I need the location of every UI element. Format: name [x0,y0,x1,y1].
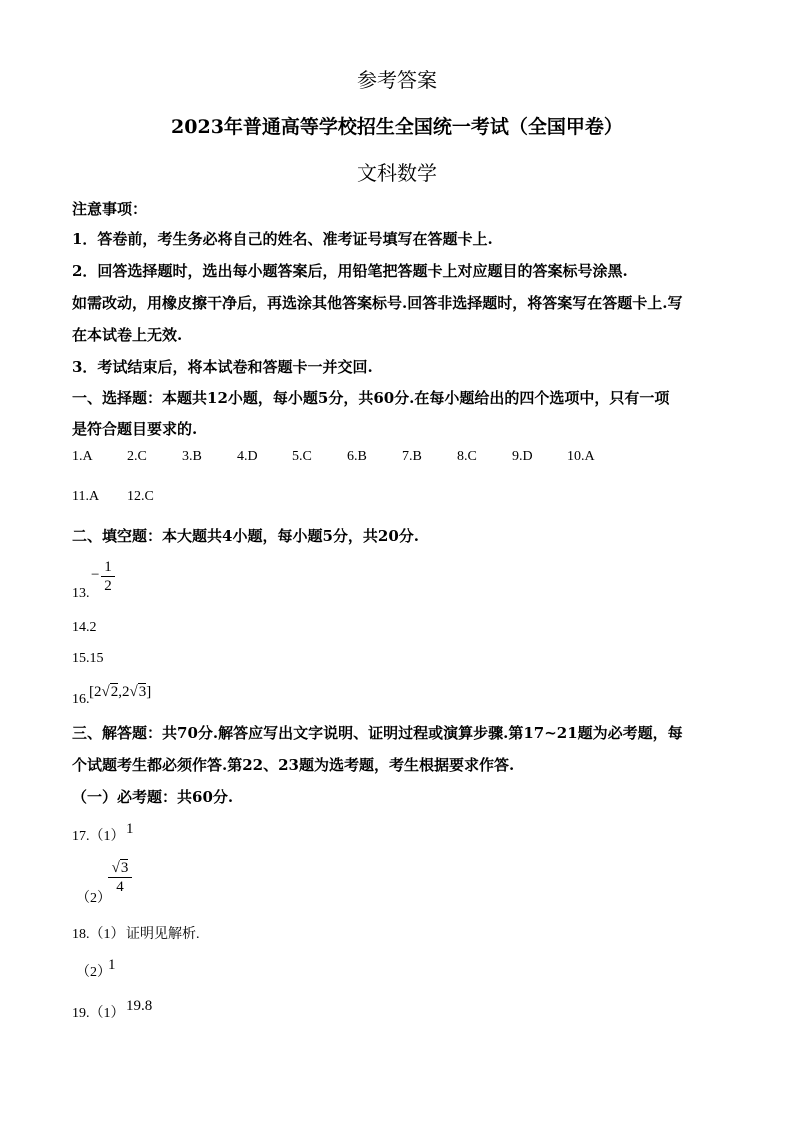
choice-answer-10: 10.A [567,449,595,464]
choice-answer-9: 9.D [512,449,533,464]
choice-answer-12: 12.C [127,489,154,504]
q18-1-value: 证明见解析. [126,927,200,942]
section3-subheading: （一）必考题：共60分. [72,788,234,806]
sqrt-icon: √ [101,684,110,700]
choice-answer-4: 4.D [237,449,258,464]
q17-1-value: 1 [126,821,134,837]
q19-1-value: 19.8 [126,998,153,1014]
q18-2-value: 1 [108,957,116,973]
subject-title: 文科数学 [357,161,437,185]
q16-open: [2 [89,684,102,700]
q17-2-numerator: √3 [111,860,129,876]
sqrt-icon: √ [111,860,120,876]
sqrt-icon: √ [129,684,138,700]
q13-numerator: 1 [104,559,112,575]
choice-answer-7: 7.B [402,449,422,464]
q17-2-denominator: 4 [116,879,124,895]
notes-item-3: 3．考试结束后，将本试卷和答题卡一并交回. [72,358,373,376]
q13-fraction [101,558,115,595]
q15-answer: 15.15 [72,651,104,666]
q19-1-label: 19.（1） [72,1006,125,1021]
choice-answer-2: 2.C [127,449,147,464]
section2-heading: 二、填空题：本大题共4小题，每小题5分，共20分. [72,527,419,545]
q16-interval [89,684,151,701]
q16-mid: ,2 [118,684,130,700]
q16-radicand-2: 3 [138,684,147,700]
choice-answer-3: 3.B [182,449,202,464]
q13-minus-sign: − [91,567,100,583]
choice-answer-11: 11.A [72,489,100,504]
choice-answer-6: 6.B [347,449,367,464]
notes-item-1: 1．答卷前，考生务必将自己的姓名、准考证号填写在答题卡上. [72,230,493,248]
choice-answer-5: 5.C [292,449,312,464]
q13-denominator: 2 [104,578,112,594]
page-title: 参考答案 [357,68,437,92]
exam-title: 2023年普通高等学校招生全国统一考试（全国甲卷） [171,116,623,138]
q18-2-label: （2） [76,965,111,980]
q18-1-label: 18.（1） [72,927,125,942]
notes-item-2b: 如需改动，用橡皮擦干净后，再选涂其他答案标号.回答非选择题时，将答案写在答题卡上.写 [72,294,683,312]
notes-item-2a: 2．回答选择题时，选出每小题答案后，用铅笔把答题卡上对应题目的答案标号涂黑. [72,262,628,280]
q14-answer: 14.2 [72,620,97,635]
section3-heading-2: 个试题考生都必须作答.第22、23题为选考题，考生根据要求作答. [72,756,515,774]
choice-answer-1: 1.A [72,449,93,464]
q17-1-label: 17.（1） [72,829,125,844]
q17-2-label: （2） [76,891,111,906]
q13-label: 13. [72,586,90,601]
notes-item-2c: 在本试卷上无效. [72,326,183,344]
q16-close: ] [146,684,152,700]
q16-radicand-1: 2 [110,684,119,700]
q17-2-fraction [108,859,132,896]
q16-label: 16. [72,692,90,707]
notes-heading: 注意事项： [72,200,148,218]
section1-heading-2: 是符合题目要求的. [72,420,198,438]
section3-heading-1: 三、解答题：共70分.解答应写出文字说明、证明过程或演算步骤.第17~21题为必考题，每 [72,724,683,742]
section1-heading-1: 一、选择题：本题共12小题，每小题5分，共60分.在每小题给出的四个选项中，只有一项 [72,389,670,407]
choice-answer-8: 8.C [457,449,477,464]
